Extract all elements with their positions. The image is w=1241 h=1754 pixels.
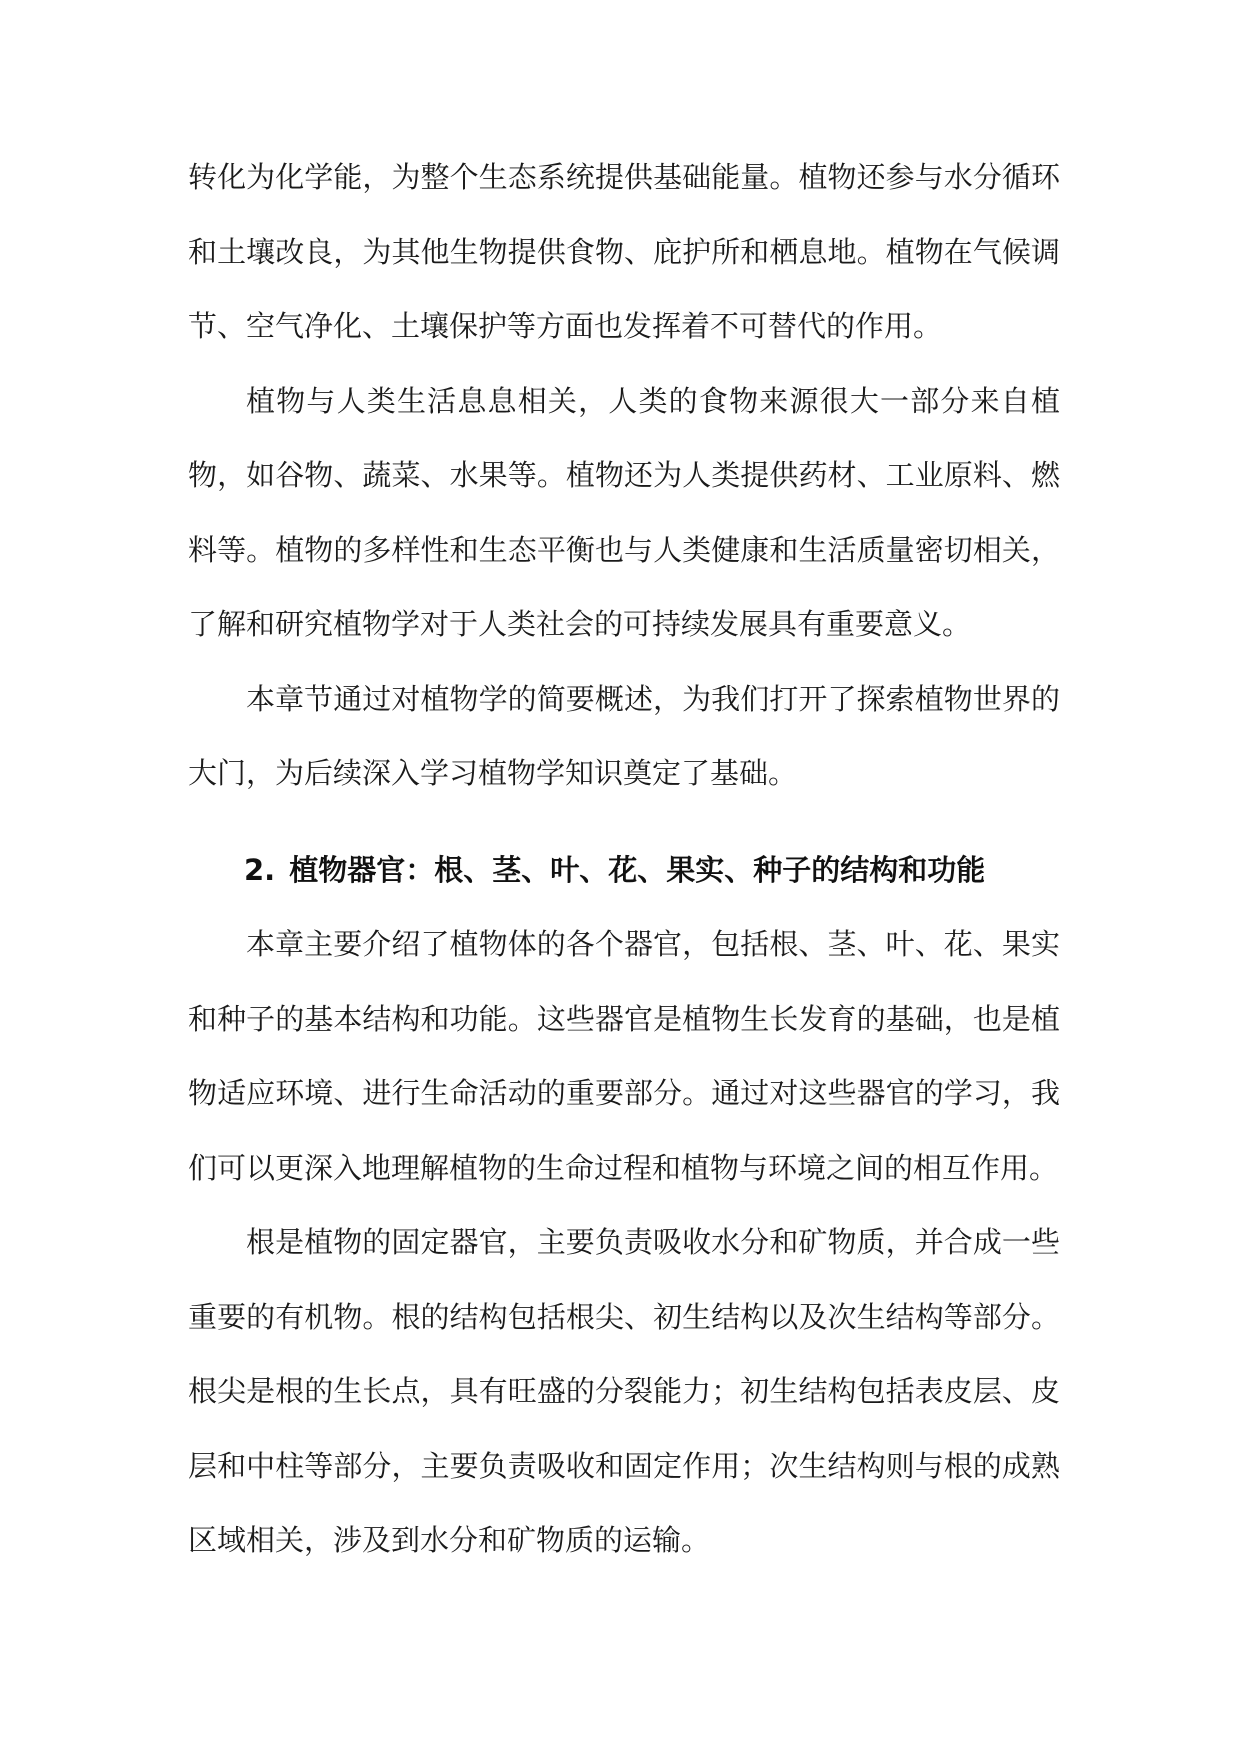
section-number: 2. bbox=[244, 852, 276, 887]
paragraph-organs-intro: 本章主要介绍了植物体的各个器官，包括根、茎、叶、花、果实和种子的基本结构和功能。这些器官是植物生长发育的基础，也是植物适应环境、进行生命活动的重要部分。通过对这些器官的学习，我们可以更深入地理解植物的生命过程和植物与环境之间的相互作用。 bbox=[188, 927, 1060, 1185]
paragraph-plants-and-humans: 植物与人类生活息息相关，人类的食物来源很大一部分来自植物，如谷物、蔬菜、水果等。植物还为人类提供药材、工业原料、燃料等。植物的多样性和生态平衡也与人类健康和生活质量密切相关，了解和研究植物学对于人类社会的可持续发展具有重要意义。 bbox=[188, 383, 1060, 641]
section-heading bbox=[188, 833, 1060, 908]
section-title: 植物器官：根、茎、叶、花、果实、种子的结构和功能 bbox=[289, 852, 986, 887]
paragraph-chapter-summary: 本章节通过对植物学的简要概述，为我们打开了探索植物世界的大门，为后续深入学习植物学知识奠定了基础。 bbox=[188, 681, 1060, 790]
paragraph-continuation: 转化为化学能，为整个生态系统提供基础能量。植物还参与水分循环和土壤改良，为其他生物提供食物、庇护所和栖息地。植物在气候调节、空气净化、土壤保护等方面也发挥着不可替代的作用。 bbox=[188, 160, 1060, 343]
document-body bbox=[188, 140, 1060, 1578]
paragraph-root: 根是植物的固定器官，主要负责吸收水分和矿物质，并合成一些重要的有机物。根的结构包括根尖、初生结构以及次生结构等部分。根尖是根的生长点，具有旺盛的分裂能力；初生结构包括表皮层、皮层和中柱等部分，主要负责吸收和固定作用；次生结构则与根的成熟区域相关，涉及到水分和矿物质的运输。 bbox=[188, 1225, 1060, 1557]
